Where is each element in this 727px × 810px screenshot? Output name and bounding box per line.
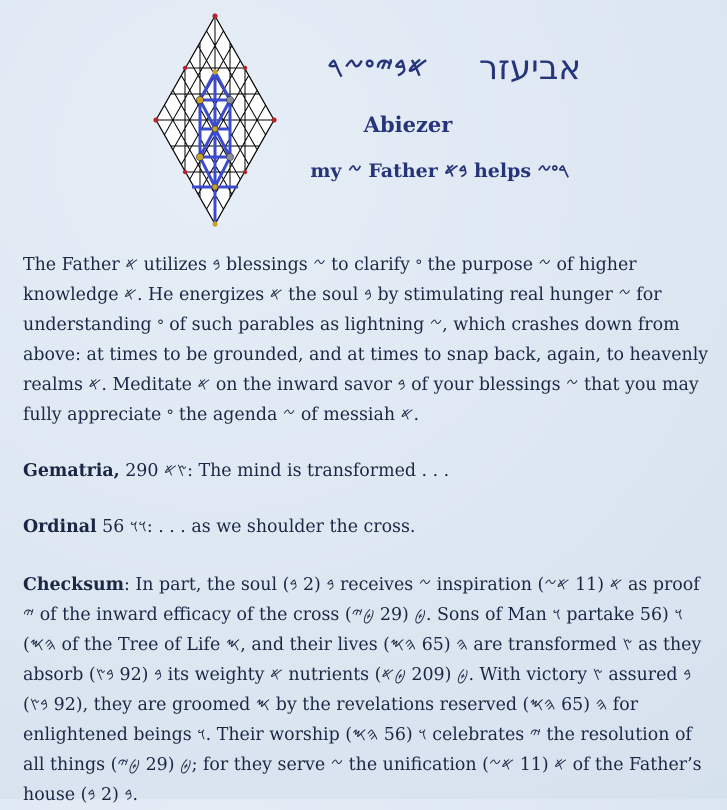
gematria-paragraph (23, 456, 713, 486)
node-red (183, 170, 187, 174)
ordinal-text: : . . . as we shoulder the cross. (146, 517, 416, 537)
checksum-label: Checksum (23, 575, 125, 595)
name-meaning: my 𐤆 Father 𐤁𐤀 helps 𐤓𐤏𐤆 (310, 160, 570, 182)
node-red (183, 66, 187, 70)
node-red (243, 66, 247, 70)
checksum-paragraph (23, 570, 713, 810)
name-title: Abiezer (363, 112, 453, 137)
gematria-label: Gematria, (23, 461, 120, 481)
ordinal-value: 56 𐤅𐤅 (96, 517, 147, 537)
intro-paragraph: The Father 𐤀 utilizes 𐤁 blessings 𐤆 to clarify 𐤏 the purpose 𐤆 of higher knowledge 𐤀. He energizes 𐤀 the soul 𐤁 by stimulating real hunger 𐤆 for understanding 𐤏 of such parables as lightning 𐤆, which crashes down from above: at times to be grounded, and at times to snap back, again, to heavenly realms 𐤀. Meditate 𐤀 on the inward savor 𐤁 of your blessings 𐤆 that you may fully appreciate 𐤏 the agenda 𐤆 of messiah 𐤀. (23, 255, 709, 425)
node (226, 153, 233, 160)
gematria-text: : The mind is transformed . . . (187, 461, 450, 481)
node (212, 184, 218, 190)
node (196, 96, 203, 103)
node (212, 126, 218, 132)
node-red (153, 117, 158, 122)
ordinal-label: Ordinal (23, 517, 97, 537)
checksum-text: : In part, the soul 𐤁 (2 𐤁) receives 𐤆 inspiration 𐤀 (11 𐤀𐤆) as proof 𐤉 of the inward efficacy of the cross 𐤈 (29 𐤈𐤉). Sons of Man 𐤅 partake 𐤅 (56 𐤄𐤎) of the Tree of Life 𐤎, and their lives 𐤄 (65 𐤄𐤎) are transformed 𐤑 as they absorb 𐤁 (92 𐤁𐤑) its weighty 𐤀 nutrients 𐤈 (209 𐤈𐤀). With victory 𐤑 assured 𐤁 (92 𐤁𐤑), they are groomed 𐤎 by the revelations reserved 𐤄 (65 𐤄𐤎) for enlightened beings 𐤅. Their worship 𐤅 (56 𐤄𐤎) celebrates 𐤉 the resolution of all things 𐤈 (29 𐤈𐤉); for they serve 𐤆 the unification 𐤀 (11 𐤀𐤆) of the Father’s house 𐤁 (2 𐤁). (23, 575, 702, 805)
node-red (271, 117, 276, 122)
hebrew-title: אביעזר (478, 48, 582, 88)
gematria-value: 290 𐤑𐤀 (119, 461, 188, 481)
node (226, 96, 233, 103)
node (212, 221, 217, 226)
node (196, 153, 203, 160)
tree-of-life-diagram (152, 12, 278, 228)
paleo-hebrew-title: 𐤀𐤁𐤉𐤏𐤆𐤓 (327, 52, 429, 83)
node (212, 69, 217, 74)
node-red (243, 170, 247, 174)
ordinal-paragraph (23, 512, 713, 542)
node-red (212, 13, 217, 18)
